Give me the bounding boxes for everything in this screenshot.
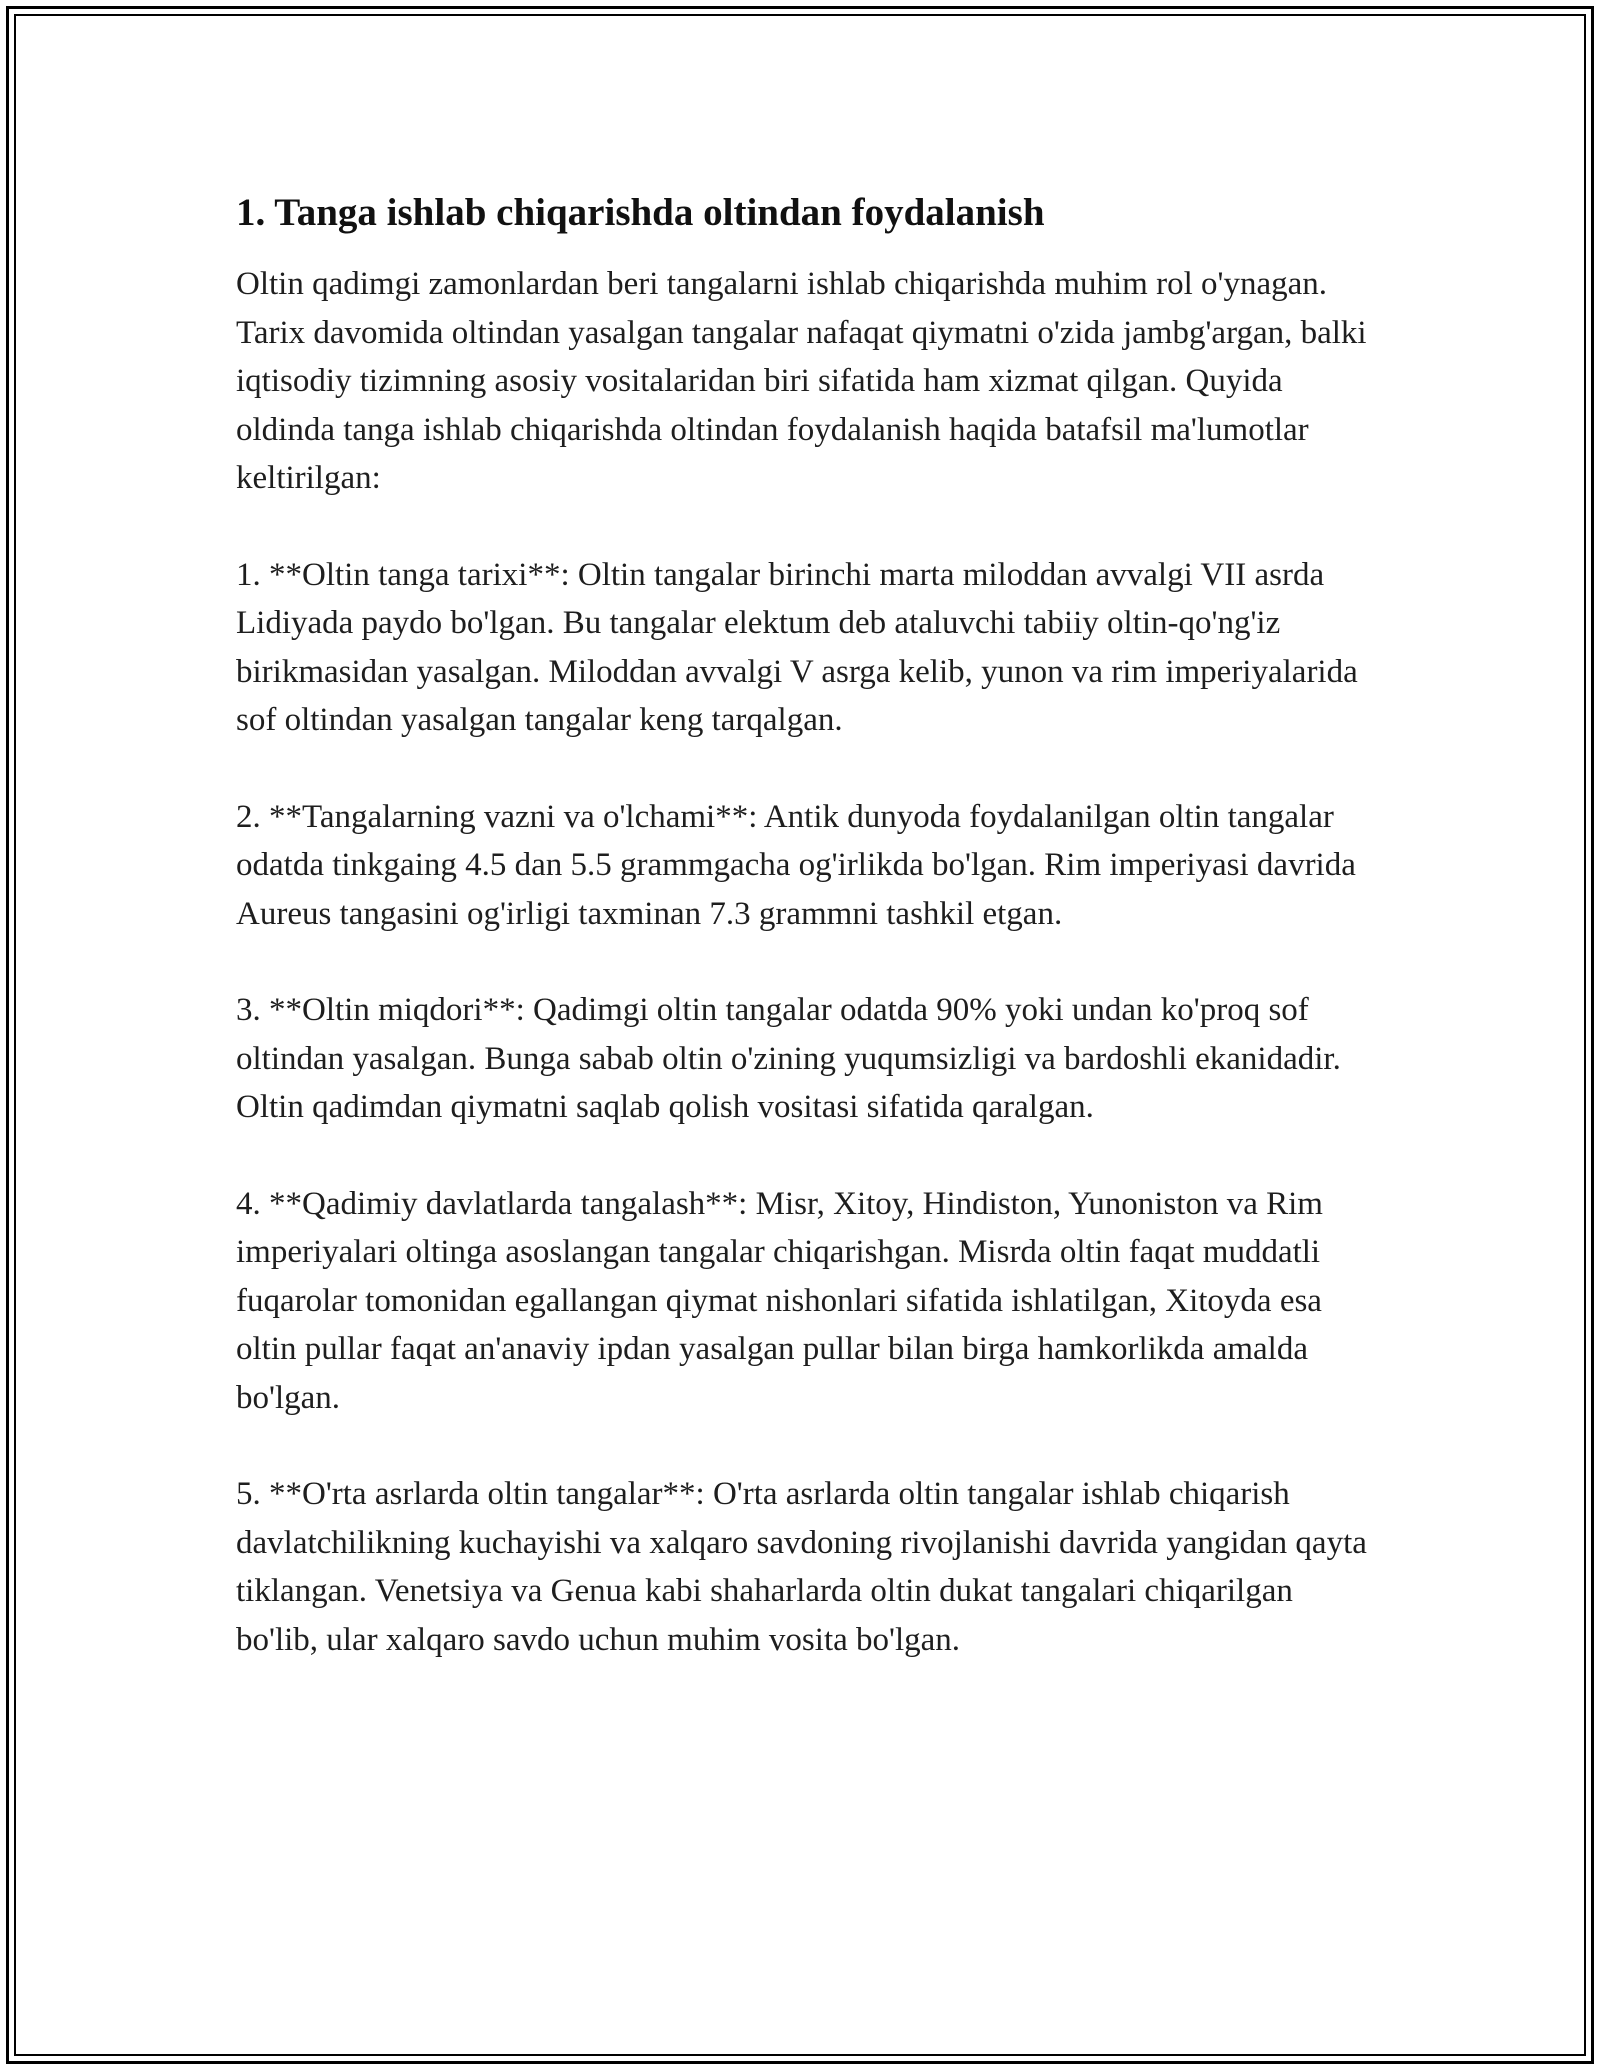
list-item-gold-content: 3. **Oltin miqdori**: Qadimgi oltin tangalar odatda 90% yoki undan ko'proq sof oltindan yasalgan. Bunga sabab oltin o'zining yuqumsizligi va bardoshli ekanidadir. Oltin qadimdan qiymatni saqlab qolish vositasi sifatida qaralgan. xyxy=(236,992,1341,1125)
document-title: 1. Tanga ishlab chiqarishda oltindan foydalanish xyxy=(236,191,1045,234)
list-item-gold-coin-history: 1. **Oltin tanga tarixi**: Oltin tangalar birinchi marta miloddan avvalgi VII asrda Lidiyada paydo bo'lgan. Bu tangalar elektum deb ataluvchi tabiiy oltin-qo'ng'iz birikmasidan yasalgan. Miloddan avvalgi V asrga kelib, yunon va rim imperiyalarida sof oltindan yasalgan tangalar keng tarqalgan. xyxy=(236,556,1358,738)
list-item-ancient-states-coinage: 4. **Qadimiy davlatlarda tangalash**: Misr, Xitoy, Hindiston, Yunoniston va Rim imperiyalari oltinga asoslangan tangalar chiqarishgan. Misrda oltin faqat muddatli fuqarolar tomonidan egallangan qiymat nishonlari sifatida ishlatilgan, Xitoyda esa oltin pullar faqat an'anaviy ipdan yasalgan pullar bilan birga hamkorlikda amalda bo'lgan. xyxy=(236,1185,1323,1416)
document-body xyxy=(236,188,1376,1712)
list-item-medieval-gold-coins: 5. **O'rta asrlarda oltin tangalar**: O'rta asrlarda oltin tangalar ishlab chiqarish davlatchilikning kuchayishi va xalqaro savdoning rivojlanishi davrida yangidan qayta tiklangan. Venetsiya va Genua kabi shaharlarda oltin dukat tangalari chiqarilgan bo'lib, ular xalqaro savdo uchun muhim vosita bo'lgan. xyxy=(236,1476,1367,1658)
list-item-coin-weight-size: 2. **Tangalarning vazni va o'lchami**: Antik dunyoda foydalanilgan oltin tangalar odatda tinkgaing 4.5 dan 5.5 grammgacha og'irlikda bo'lgan. Rim imperiyasi davrida Aureus tangasini og'irligi taxminan 7.3 grammni tashkil etgan. xyxy=(236,798,1356,932)
intro-paragraph: Oltin qadimgi zamonlardan beri tangalarni ishlab chiqarishda muhim rol o'ynagan. Tarix davomida oltindan yasalgan tangalar nafaqat qiymatni o'zida jambg'argan, balki iqtisodiy tizimning asosiy vositalaridan biri sifatida ham xizmat qilgan. Quyida oldinda tanga ishlab chiqarishda oltindan foydalanish haqida batafsil ma'lumotlar keltirilgan: xyxy=(236,266,1367,496)
